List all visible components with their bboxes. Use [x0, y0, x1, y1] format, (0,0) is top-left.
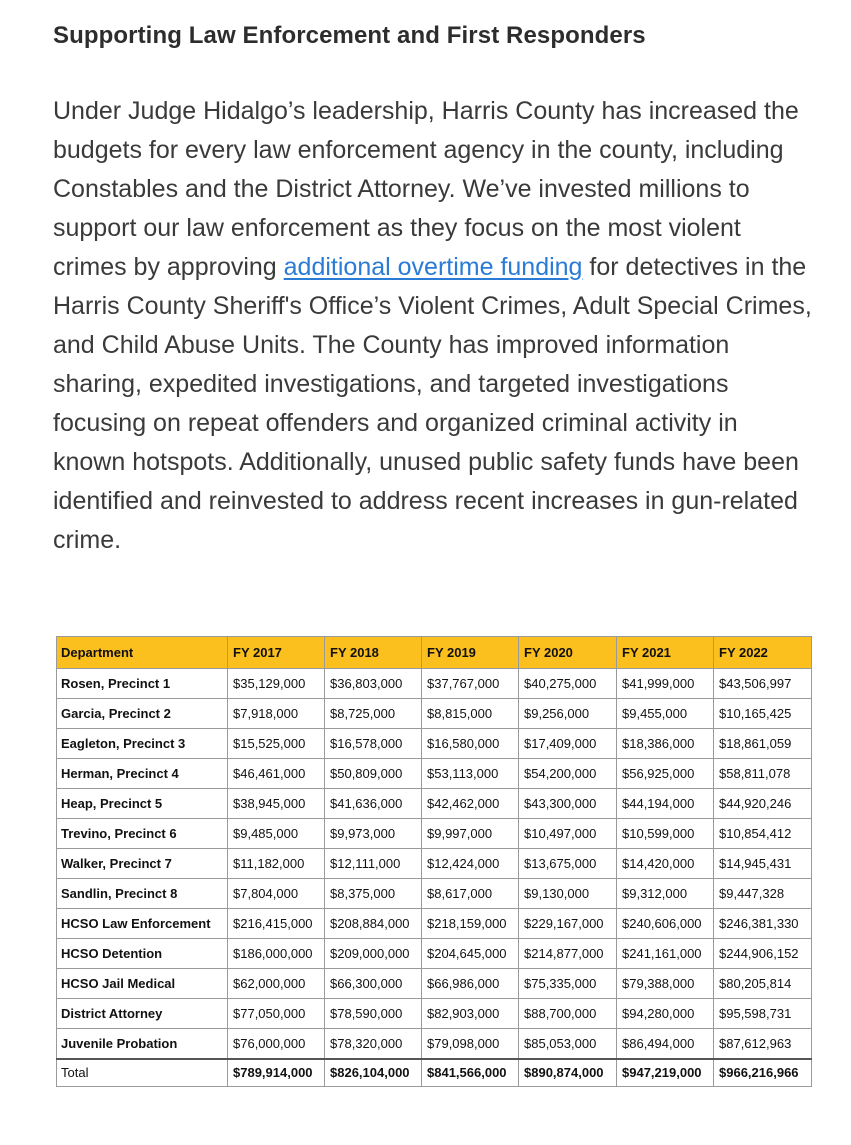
budget-value-cell: $66,300,000 — [325, 969, 422, 999]
budget-value-cell: $229,167,000 — [519, 909, 617, 939]
budget-value-cell: $66,986,000 — [422, 969, 519, 999]
budget-value-cell: $16,580,000 — [422, 729, 519, 759]
budget-value-cell: $8,725,000 — [325, 699, 422, 729]
budget-table — [56, 636, 812, 1087]
header-fy2019: FY 2019 — [422, 637, 519, 669]
budget-value-cell: $186,000,000 — [228, 939, 325, 969]
table-row — [57, 969, 812, 999]
paragraph-text-before-link: Under Judge Hidalgo’s leadership, Harris County has increased the budgets for every law enforcement agency in the county, including Constables and the District Attorney. We’ve invested millions to support our law enforcement as they focus on the most violent crimes by approving — [53, 97, 799, 281]
budget-value-cell: $42,462,000 — [422, 789, 519, 819]
budget-value-cell: $10,165,425 — [714, 699, 812, 729]
table-row — [57, 699, 812, 729]
budget-value-cell: $53,113,000 — [422, 759, 519, 789]
article-paragraph — [53, 92, 813, 560]
total-value-cell: $890,874,000 — [519, 1059, 617, 1087]
budget-value-cell: $208,884,000 — [325, 909, 422, 939]
table-row — [57, 939, 812, 969]
department-name-cell: Juvenile Probation — [57, 1029, 228, 1059]
budget-value-cell: $12,424,000 — [422, 849, 519, 879]
budget-value-cell: $79,388,000 — [617, 969, 714, 999]
department-name-cell: Trevino, Precinct 6 — [57, 819, 228, 849]
budget-value-cell: $76,000,000 — [228, 1029, 325, 1059]
budget-value-cell: $77,050,000 — [228, 999, 325, 1029]
department-name-cell: District Attorney — [57, 999, 228, 1029]
table-row — [57, 759, 812, 789]
budget-value-cell: $9,256,000 — [519, 699, 617, 729]
budget-value-cell: $44,920,246 — [714, 789, 812, 819]
budget-value-cell: $44,194,000 — [617, 789, 714, 819]
budget-value-cell: $13,675,000 — [519, 849, 617, 879]
budget-value-cell: $41,636,000 — [325, 789, 422, 819]
header-fy2020: FY 2020 — [519, 637, 617, 669]
budget-value-cell: $94,280,000 — [617, 999, 714, 1029]
budget-value-cell: $79,098,000 — [422, 1029, 519, 1059]
table-row — [57, 1029, 812, 1059]
department-name-cell: Rosen, Precinct 1 — [57, 669, 228, 699]
table-total-row — [57, 1059, 812, 1087]
budget-value-cell: $14,945,431 — [714, 849, 812, 879]
budget-value-cell: $241,161,000 — [617, 939, 714, 969]
budget-value-cell: $216,415,000 — [228, 909, 325, 939]
table-row — [57, 849, 812, 879]
budget-value-cell: $8,375,000 — [325, 879, 422, 909]
total-value-cell: $966,216,966 — [714, 1059, 812, 1087]
budget-value-cell: $78,320,000 — [325, 1029, 422, 1059]
budget-value-cell: $88,700,000 — [519, 999, 617, 1029]
budget-value-cell: $209,000,000 — [325, 939, 422, 969]
department-name-cell: Herman, Precinct 4 — [57, 759, 228, 789]
budget-value-cell: $43,506,997 — [714, 669, 812, 699]
budget-value-cell: $214,877,000 — [519, 939, 617, 969]
budget-value-cell: $9,455,000 — [617, 699, 714, 729]
budget-value-cell: $10,599,000 — [617, 819, 714, 849]
budget-value-cell: $40,275,000 — [519, 669, 617, 699]
budget-value-cell: $9,312,000 — [617, 879, 714, 909]
budget-value-cell: $85,053,000 — [519, 1029, 617, 1059]
section-heading: Supporting Law Enforcement and First Responders — [53, 22, 646, 49]
table-header-row — [57, 637, 812, 669]
budget-value-cell: $9,447,328 — [714, 879, 812, 909]
budget-value-cell: $78,590,000 — [325, 999, 422, 1029]
budget-value-cell: $240,606,000 — [617, 909, 714, 939]
table-row — [57, 729, 812, 759]
budget-value-cell: $54,200,000 — [519, 759, 617, 789]
budget-value-cell: $50,809,000 — [325, 759, 422, 789]
budget-value-cell: $16,578,000 — [325, 729, 422, 759]
budget-value-cell: $8,617,000 — [422, 879, 519, 909]
department-name-cell: Walker, Precinct 7 — [57, 849, 228, 879]
paragraph-text-after-link: for detectives in the Harris County Sheriff's Office’s Violent Crimes, Adult Special Crimes, and Child Abuse Units. The County has improved information sharing, expedited investigations, and targeted investigations focusing on repeat offenders and organized criminal activity in known hotspots. Additionally, unused public safety funds have been identified and reinvested to address recent increases in gun-related crime. — [53, 253, 812, 554]
budget-value-cell: $9,485,000 — [228, 819, 325, 849]
department-name-cell: Heap, Precinct 5 — [57, 789, 228, 819]
budget-value-cell: $204,645,000 — [422, 939, 519, 969]
table-row — [57, 909, 812, 939]
budget-value-cell: $11,182,000 — [228, 849, 325, 879]
department-name-cell: Eagleton, Precinct 3 — [57, 729, 228, 759]
table-row — [57, 999, 812, 1029]
total-value-cell: $826,104,000 — [325, 1059, 422, 1087]
budget-value-cell: $7,804,000 — [228, 879, 325, 909]
department-name-cell: Sandlin, Precinct 8 — [57, 879, 228, 909]
table-row — [57, 879, 812, 909]
budget-value-cell: $15,525,000 — [228, 729, 325, 759]
budget-value-cell: $9,130,000 — [519, 879, 617, 909]
header-fy2017: FY 2017 — [228, 637, 325, 669]
budget-value-cell: $75,335,000 — [519, 969, 617, 999]
budget-value-cell: $8,815,000 — [422, 699, 519, 729]
budget-value-cell: $10,497,000 — [519, 819, 617, 849]
budget-value-cell: $14,420,000 — [617, 849, 714, 879]
budget-value-cell: $46,461,000 — [228, 759, 325, 789]
budget-value-cell: $18,861,059 — [714, 729, 812, 759]
budget-value-cell: $244,906,152 — [714, 939, 812, 969]
budget-value-cell: $82,903,000 — [422, 999, 519, 1029]
total-value-cell: $789,914,000 — [228, 1059, 325, 1087]
budget-value-cell: $35,129,000 — [228, 669, 325, 699]
budget-value-cell: $37,767,000 — [422, 669, 519, 699]
department-name-cell: HCSO Jail Medical — [57, 969, 228, 999]
header-fy2022: FY 2022 — [714, 637, 812, 669]
budget-value-cell: $95,598,731 — [714, 999, 812, 1029]
budget-value-cell: $36,803,000 — [325, 669, 422, 699]
total-label-cell: Total — [57, 1059, 228, 1087]
budget-value-cell: $7,918,000 — [228, 699, 325, 729]
budget-value-cell: $87,612,963 — [714, 1029, 812, 1059]
budget-value-cell: $12,111,000 — [325, 849, 422, 879]
budget-value-cell: $9,997,000 — [422, 819, 519, 849]
header-fy2018: FY 2018 — [325, 637, 422, 669]
budget-value-cell: $18,386,000 — [617, 729, 714, 759]
department-name-cell: HCSO Law Enforcement — [57, 909, 228, 939]
budget-value-cell: $10,854,412 — [714, 819, 812, 849]
table-row — [57, 789, 812, 819]
budget-value-cell: $58,811,078 — [714, 759, 812, 789]
budget-value-cell: $41,999,000 — [617, 669, 714, 699]
budget-value-cell: $80,205,814 — [714, 969, 812, 999]
header-fy2021: FY 2021 — [617, 637, 714, 669]
table-row — [57, 669, 812, 699]
department-name-cell: HCSO Detention — [57, 939, 228, 969]
budget-value-cell: $38,945,000 — [228, 789, 325, 819]
budget-value-cell: $17,409,000 — [519, 729, 617, 759]
budget-value-cell: $43,300,000 — [519, 789, 617, 819]
header-department: Department — [57, 637, 228, 669]
department-name-cell: Garcia, Precinct 2 — [57, 699, 228, 729]
total-value-cell: $841,566,000 — [422, 1059, 519, 1087]
budget-value-cell: $9,973,000 — [325, 819, 422, 849]
total-value-cell: $947,219,000 — [617, 1059, 714, 1087]
budget-value-cell: $86,494,000 — [617, 1029, 714, 1059]
table-row — [57, 819, 812, 849]
overtime-funding-link[interactable]: additional overtime funding — [283, 253, 583, 281]
budget-value-cell: $56,925,000 — [617, 759, 714, 789]
budget-value-cell: $246,381,330 — [714, 909, 812, 939]
budget-value-cell: $62,000,000 — [228, 969, 325, 999]
budget-value-cell: $218,159,000 — [422, 909, 519, 939]
